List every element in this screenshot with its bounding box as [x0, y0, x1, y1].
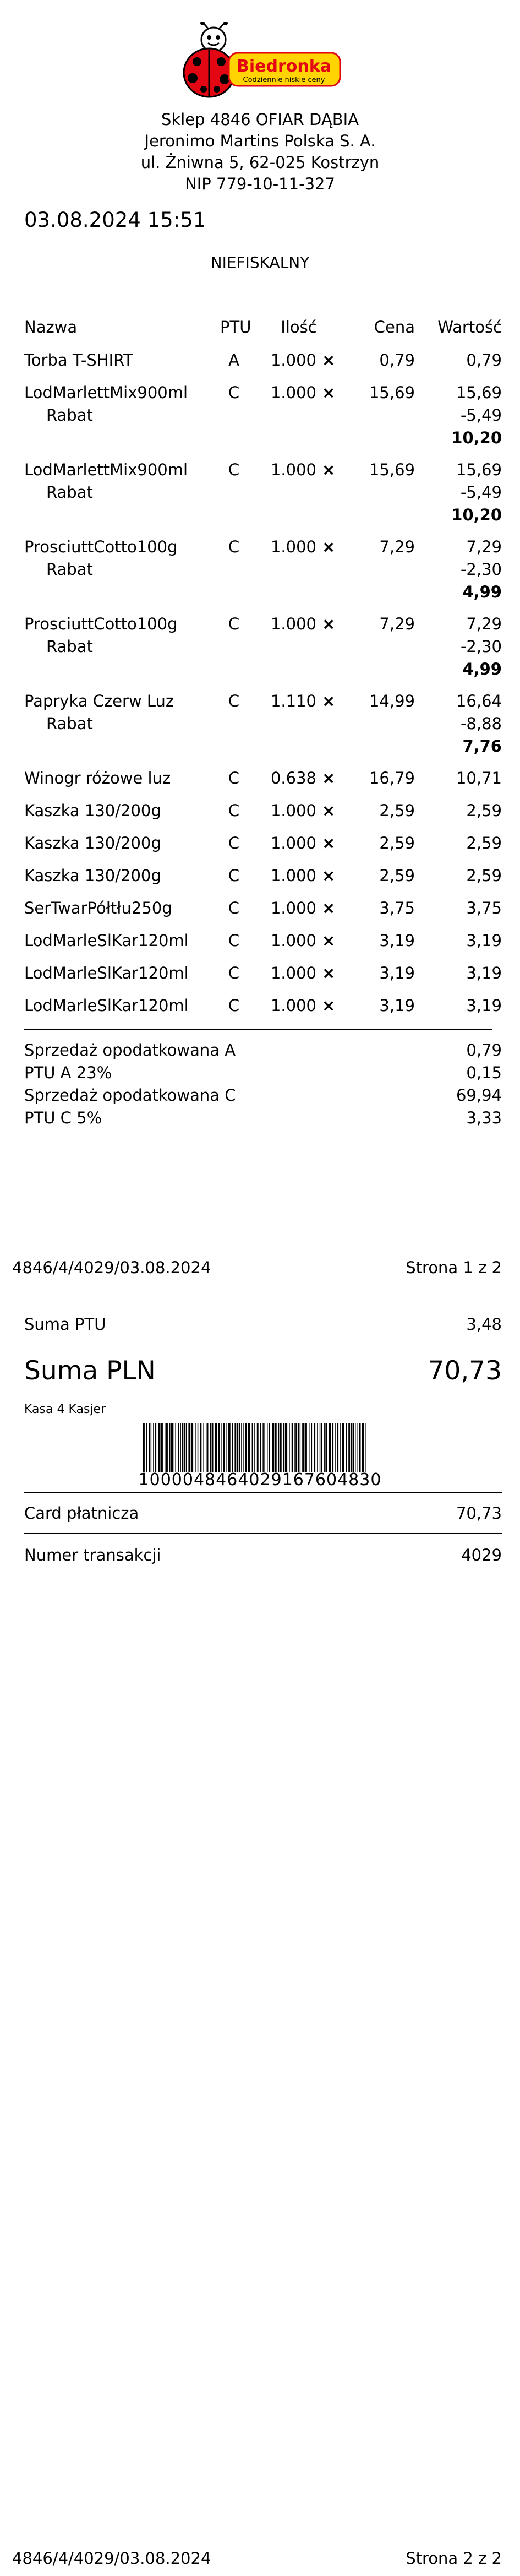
ptu-c-value: 3,33: [466, 1108, 502, 1127]
barcode-bar: [285, 1423, 287, 1472]
suma-pln-label: Suma PLN: [24, 1356, 156, 1386]
item-name: LodMarleSlKar120ml: [24, 931, 189, 950]
barcode-bar: [182, 1423, 183, 1472]
card-payment-label: Card płatnicza: [24, 1504, 139, 1523]
page1-page-label: Strona 1 z 2: [406, 1258, 502, 1277]
item-ptu: C: [228, 866, 240, 885]
column-header-ptu: PTU: [220, 318, 251, 336]
barcode-bar: [221, 1423, 222, 1472]
item-qty: 1.000: [270, 351, 316, 369]
item-value: 3,19: [466, 931, 502, 950]
item-price: 15,69: [369, 383, 415, 402]
item-name: Winogr różowe luz: [24, 769, 171, 787]
multiply-sign: ×: [322, 801, 336, 820]
store-name: Sklep 4846 OFIAR DĄBIA: [161, 110, 359, 129]
barcode-bar: [143, 1423, 145, 1472]
item-price: 3,19: [379, 931, 415, 950]
item-price: 3,75: [379, 899, 415, 917]
ptu-a-label: PTU A 23%: [24, 1063, 112, 1082]
barcode-bar: [309, 1423, 310, 1472]
item-ptu: C: [228, 996, 240, 1015]
item-qty: 1.000: [270, 964, 316, 982]
item-price: 3,19: [379, 996, 415, 1015]
barcode-bar: [237, 1423, 238, 1472]
item-ptu: C: [228, 460, 240, 479]
item-name: Papryka Czerw Luz: [24, 692, 174, 710]
barcode-bar: [188, 1423, 190, 1472]
barcode-bar: [278, 1423, 280, 1472]
barcode-bar: [300, 1423, 301, 1472]
column-header-name: Nazwa: [24, 318, 78, 336]
company-name: Jeronimo Martins Polska S. A.: [144, 132, 376, 150]
barcode-bar: [153, 1423, 154, 1472]
item-name: Kaszka 130/200g: [24, 834, 161, 852]
barcode-bar: [165, 1423, 166, 1472]
item-discount-label: Rabat: [46, 714, 93, 733]
barcode-bar: [283, 1423, 284, 1472]
barcode-bar: [262, 1423, 264, 1472]
barcode-bar: [151, 1423, 152, 1472]
item-price: 15,69: [369, 460, 415, 479]
store-nip: NIP 779-10-11-327: [185, 175, 335, 193]
barcode-bar: [267, 1423, 268, 1472]
item-ptu: C: [228, 964, 240, 982]
page1-doc-id: 4846/4/4029/03.08.2024: [12, 1258, 211, 1277]
item-value: 2,59: [466, 866, 502, 885]
suma-ptu-value: 3,48: [466, 1315, 502, 1334]
multiply-sign: ×: [322, 964, 336, 982]
barcode-bar: [234, 1423, 236, 1472]
transaction-number-value: 4029: [461, 1546, 502, 1564]
multiply-sign: ×: [322, 383, 336, 402]
transaction-number-label: Numer transakcji: [24, 1546, 161, 1564]
barcode-bar: [223, 1423, 225, 1472]
barcode-bar: [171, 1423, 173, 1472]
item-price: 2,59: [379, 801, 415, 820]
multiply-sign: ×: [322, 834, 336, 852]
item-price: 7,29: [379, 537, 415, 556]
divider: [24, 1533, 502, 1534]
item-discount-value: -2,30: [460, 560, 502, 579]
barcode-bar: [275, 1423, 277, 1472]
barcode-bar: [257, 1423, 259, 1472]
barcode-bar: [206, 1423, 207, 1472]
item-discount-label: Rabat: [46, 406, 93, 425]
suma-pln-value: 70,73: [428, 1356, 502, 1386]
barcode-bar: [340, 1423, 341, 1472]
item-name: Kaszka 130/200g: [24, 801, 161, 820]
barcode-bar: [337, 1423, 338, 1472]
barcode-bar: [175, 1423, 176, 1472]
item-discount-value: -5,49: [460, 406, 502, 425]
item-ptu: C: [228, 801, 240, 820]
item-total-after-discount: 7,76: [462, 737, 502, 756]
barcode-number: 10000484640291676048​30: [138, 1470, 382, 1490]
barcode-bar: [353, 1423, 354, 1472]
item-discount-label: Rabat: [46, 637, 93, 656]
barcode-bar: [226, 1423, 227, 1472]
barcode-bar: [317, 1423, 318, 1472]
item-price: 0,79: [379, 351, 415, 369]
item-price: 16,79: [369, 769, 415, 787]
barcode-bar: [292, 1423, 293, 1472]
register-info: Kasa 4 Kasjer: [24, 1403, 106, 1416]
barcode-bar: [355, 1423, 356, 1472]
suma-ptu-label: Suma PTU: [24, 1315, 106, 1334]
barcode-bar: [294, 1423, 295, 1472]
column-header-price: Cena: [374, 318, 415, 336]
ptu-a-value: 0,15: [466, 1063, 502, 1082]
barcode-bar: [357, 1423, 358, 1472]
column-header-qty: Ilość: [281, 318, 317, 336]
item-name: SerTwarPółtłu250g: [24, 899, 172, 917]
ladybug-icon: [184, 22, 234, 97]
item-discount-value: -5,49: [460, 483, 502, 502]
item-value: 15,69: [456, 460, 502, 479]
item-name: ProsciuttCotto100g: [24, 537, 178, 556]
item-price: 3,19: [379, 964, 415, 982]
divider: [24, 1492, 502, 1493]
item-price: 2,59: [379, 866, 415, 885]
barcode-bar: [169, 1423, 171, 1472]
item-total-after-discount: 10,20: [451, 506, 502, 524]
item-name: LodMarleSlKar120ml: [24, 964, 189, 982]
barcode-bar: [280, 1423, 282, 1472]
item-qty: 1.000: [270, 537, 316, 556]
barcode-bar: [155, 1423, 156, 1472]
item-discount-value: -2,30: [460, 637, 502, 656]
item-qty: 1.000: [270, 899, 316, 917]
item-qty: 1.110: [270, 692, 316, 710]
barcode-bar: [203, 1423, 204, 1472]
barcode-bar: [232, 1423, 233, 1472]
item-value: 2,59: [466, 834, 502, 852]
multiply-sign: ×: [322, 931, 336, 950]
barcode-bar: [146, 1423, 147, 1472]
barcode-bar: [365, 1423, 366, 1472]
barcode-bar: [329, 1423, 331, 1472]
barcode-bar: [289, 1423, 290, 1472]
item-value: 3,75: [466, 899, 502, 917]
barcode-bar: [239, 1423, 240, 1472]
barcode-bar: [325, 1423, 327, 1472]
barcode-bar: [180, 1423, 181, 1472]
multiply-sign: ×: [322, 537, 336, 556]
barcode-bar: [298, 1423, 299, 1472]
sales-c-value: 69,94: [456, 1086, 502, 1105]
item-value: 16,64: [456, 692, 502, 710]
barcode-bar: [348, 1423, 350, 1472]
barcode-bar: [195, 1423, 196, 1472]
sales-a-label: Sprzedaż opodatkowana A: [24, 1041, 236, 1059]
multiply-sign: ×: [322, 692, 336, 710]
barcode-bar: [321, 1423, 322, 1472]
barcode-bar: [351, 1423, 352, 1472]
barcode-bar: [311, 1423, 313, 1472]
item-value: 0,79: [466, 351, 502, 369]
barcode-bar: [200, 1423, 201, 1472]
item-price: 14,99: [369, 692, 415, 710]
item-qty: 1.000: [270, 996, 316, 1015]
barcode-bar: [302, 1423, 304, 1472]
barcode-bar: [245, 1423, 247, 1472]
barcode-bar: [342, 1423, 344, 1472]
barcode-bar: [362, 1423, 364, 1472]
barcode-bar: [243, 1423, 244, 1472]
item-name: Kaszka 130/200g: [24, 866, 161, 885]
item-value: 7,29: [466, 537, 502, 556]
barcode-bar: [252, 1423, 253, 1472]
item-value: 3,19: [466, 996, 502, 1015]
barcode-bar: [149, 1423, 150, 1472]
item-name: LodMarlettMix900ml: [24, 460, 188, 479]
barcode-bar: [324, 1423, 325, 1472]
barcode-bar: [191, 1423, 193, 1472]
barcode-bar: [210, 1423, 211, 1472]
barcode-bar: [241, 1423, 242, 1472]
item-ptu: C: [228, 383, 240, 402]
barcode-bar: [218, 1423, 220, 1472]
barcode-bar: [264, 1423, 265, 1472]
receipt-datetime: 03.08.2024 15:51: [24, 208, 206, 232]
item-total-after-discount: 4,99: [462, 583, 502, 601]
logo-tagline: Codziennie niskie ceny: [243, 76, 325, 84]
item-qty: 1.000: [270, 383, 316, 402]
barcode-bar: [158, 1423, 160, 1472]
multiply-sign: ×: [322, 460, 336, 479]
barcode-bar: [314, 1423, 315, 1472]
item-qty: 1.000: [270, 460, 316, 479]
item-value: 15,69: [456, 383, 502, 402]
item-ptu: A: [228, 351, 239, 369]
item-ptu: C: [228, 615, 240, 633]
multiply-sign: ×: [322, 351, 336, 369]
barcode-bar: [254, 1423, 255, 1472]
barcode-bar: [198, 1423, 199, 1472]
divider: [24, 1029, 492, 1030]
barcode-bar: [212, 1423, 214, 1472]
multiply-sign: ×: [322, 866, 336, 885]
item-qty: 1.000: [270, 834, 316, 852]
page2-page-label: Strona 2 z 2: [406, 2549, 502, 2568]
item-qty: 1.000: [270, 866, 316, 885]
item-price: 2,59: [379, 834, 415, 852]
page2-doc-id: 4846/4/4029/03.08.2024: [12, 2549, 211, 2568]
fiscal-status: NIEFISKALNY: [210, 253, 310, 271]
barcode: [142, 1423, 370, 1472]
multiply-sign: ×: [322, 996, 336, 1015]
card-payment-value: 70,73: [456, 1504, 502, 1523]
item-name: LodMarleSlKar120ml: [24, 996, 189, 1015]
biedronka-logo: [175, 22, 346, 99]
barcode-bar: [228, 1423, 230, 1472]
item-value: 7,29: [466, 615, 502, 633]
barcode-bar: [186, 1423, 187, 1472]
item-total-after-discount: 4,99: [462, 660, 502, 678]
item-value: 3,19: [466, 964, 502, 982]
barcode-bar: [178, 1423, 179, 1472]
barcode-bar: [335, 1423, 336, 1472]
barcode-bar: [269, 1423, 270, 1472]
item-value: 2,59: [466, 801, 502, 820]
sales-a-value: 0,79: [466, 1041, 502, 1059]
item-ptu: C: [228, 834, 240, 852]
barcode-bar: [305, 1423, 307, 1472]
item-ptu: C: [228, 899, 240, 917]
item-qty: 1.000: [270, 615, 316, 633]
item-ptu: C: [228, 537, 240, 556]
item-value: 10,71: [456, 769, 502, 787]
item-ptu: C: [228, 931, 240, 950]
item-total-after-discount: 10,20: [451, 428, 502, 447]
barcode-bar: [260, 1423, 261, 1472]
logo-text: Biedronka: [237, 57, 331, 76]
item-price: 7,29: [379, 615, 415, 633]
item-discount-value: -8,88: [460, 714, 502, 733]
multiply-sign: ×: [322, 769, 336, 787]
barcode-bar: [207, 1423, 209, 1472]
barcode-bar: [332, 1423, 333, 1472]
ptu-c-label: PTU C 5%: [24, 1108, 102, 1127]
barcode-bar: [161, 1423, 163, 1472]
item-ptu: C: [228, 692, 240, 710]
barcode-bar: [215, 1423, 217, 1472]
barcode-bar: [166, 1423, 168, 1472]
item-name: ProsciuttCotto100g: [24, 615, 178, 633]
barcode-bar: [295, 1423, 297, 1472]
item-name: Torba T-SHIRT: [24, 351, 133, 369]
barcode-bar: [272, 1423, 274, 1472]
item-qty: 0.638: [270, 769, 316, 787]
item-discount-label: Rabat: [46, 483, 93, 502]
item-name: LodMarlettMix900ml: [24, 383, 188, 402]
multiply-sign: ×: [322, 899, 336, 917]
store-address: ul. Żniwna 5, 62-025 Kostrzyn: [140, 153, 380, 172]
barcode-bar: [248, 1423, 250, 1472]
sales-c-label: Sprzedaż opodatkowana C: [24, 1086, 236, 1105]
item-discount-label: Rabat: [46, 560, 93, 579]
item-qty: 1.000: [270, 931, 316, 950]
column-header-value: Wartość: [437, 318, 502, 336]
item-qty: 1.000: [270, 801, 316, 820]
barcode-bar: [359, 1423, 361, 1472]
item-ptu: C: [228, 769, 240, 787]
multiply-sign: ×: [322, 615, 336, 633]
barcode-bar: [184, 1423, 185, 1472]
barcode-bar: [320, 1423, 321, 1472]
barcode-bar: [346, 1423, 347, 1472]
